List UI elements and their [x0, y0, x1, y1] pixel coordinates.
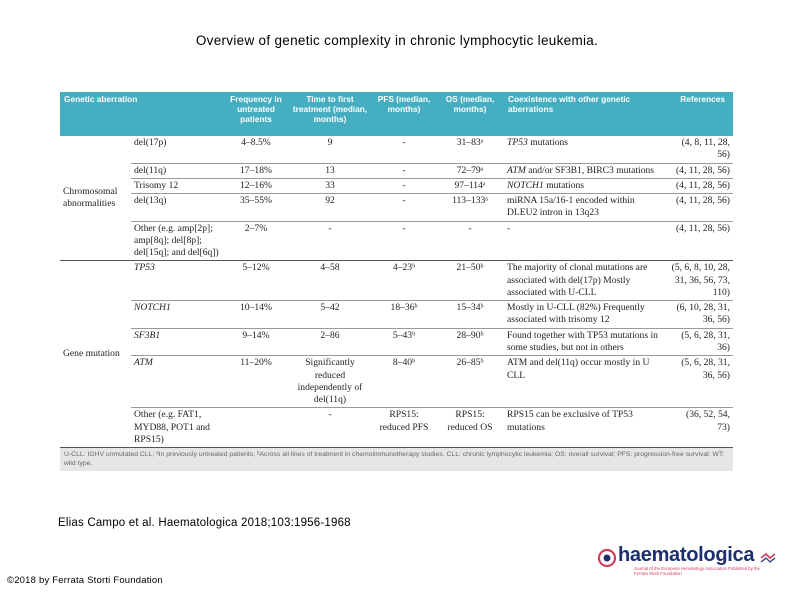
gene-name: ATM [507, 164, 526, 176]
pfs-cell: RPS15: reduced PFS [372, 408, 436, 448]
coexistence-text: mutations [527, 137, 569, 148]
table-row [60, 356, 733, 408]
logo-subtitle: Journal of the European Hematology Association Published by the Ferrata Storti Foundation [634, 566, 760, 577]
pfs-cell: 4–23ᵇ [372, 261, 436, 301]
os-cell: 113–133ᵃ [436, 194, 504, 222]
ttft-cell: - [288, 221, 372, 261]
header-references: References [668, 92, 733, 136]
frequency-cell: 10–14% [224, 301, 288, 329]
pfs-cell: - [372, 163, 436, 178]
ttft-cell: 9 [288, 136, 372, 163]
pfs-cell: - [372, 221, 436, 261]
ttft-cell: Significantly reduced independently of del(11q) [288, 356, 372, 408]
ttft-cell: 5–42 [288, 301, 372, 329]
genetic-complexity-table [60, 92, 733, 448]
references-cell: (5, 6, 28, 31, 36) [668, 328, 733, 356]
aberration-cell: TP53 [131, 261, 224, 301]
os-cell: 26–85ᵇ [436, 356, 504, 408]
frequency-cell: 11–20% [224, 356, 288, 408]
coexistence-text: - [507, 222, 511, 234]
os-cell: 72–79ᵃ [436, 163, 504, 178]
pfs-cell: 18–36ᵇ [372, 301, 436, 329]
header-genetic-aberration: Genetic aberration [60, 92, 224, 136]
coexistence-cell: Found together with TP53 mutations in some studies, but not in others [504, 328, 668, 356]
coexistence-text: and/or SF3B1, BIRC3 mutations [525, 164, 655, 176]
frequency-cell: 2–7% [224, 221, 288, 261]
coexistence-text: miRNA 15a/16-1 encoded within DLEU2 intron in 13q23 [507, 195, 635, 219]
references-cell: (4, 11, 28, 56) [668, 221, 733, 261]
references-cell: (5, 6, 28, 31, 36, 56) [668, 356, 733, 408]
coexistence-cell: ATM and del(11q) occur mostly in U CLL [504, 356, 668, 408]
ttft-cell: - [288, 408, 372, 448]
pfs-cell: - [372, 194, 436, 222]
pfs-cell: - [372, 136, 436, 163]
references-cell: (4, 11, 28, 56) [668, 194, 733, 222]
coexistence-cell: The majority of clonal mutations are associated with del(17p) Mostly associated with U-CLL [504, 261, 668, 301]
citation: Elias Campo et al. Haematologica 2018;103:1956-1968 [58, 517, 351, 529]
header-frequency: Frequency in untreated patients [224, 92, 288, 136]
coexistence-cell [504, 221, 668, 261]
haematologica-logo [596, 544, 776, 578]
references-cell: (5, 6, 8, 10, 28, 31, 36, 56, 73, 110) [668, 261, 733, 301]
pfs-cell: 8–40ᵇ [372, 356, 436, 408]
coexistence-cell: RPS15 can be exclusive of TP53 mutations [504, 408, 668, 448]
frequency-cell: 4–8.5% [224, 136, 288, 163]
table-header-row [60, 92, 733, 136]
aberration-cell: Other (e.g. FAT1, MYD88, POT1 and RPS15) [131, 408, 224, 448]
ttft-cell: 33 [288, 178, 372, 193]
header-os: OS (median, months) [436, 92, 504, 136]
coexistence-cell [504, 163, 668, 178]
aberration-cell: ATM [131, 356, 224, 408]
os-cell: 28–90ᵇ [436, 328, 504, 356]
aberration-cell: SF3B1 [131, 328, 224, 356]
references-cell: (4, 11, 28, 56) [668, 163, 733, 178]
coexistence-text: mutations [543, 179, 585, 191]
table-row [60, 136, 733, 163]
slide-title: Overview of genetic complexity in chronic lymphocytic leukemia. [195, 33, 599, 48]
table-row [60, 163, 733, 178]
aberration-cell: del(13q) [131, 194, 224, 222]
ttft-cell: 92 [288, 194, 372, 222]
table-footnote: U-CLL: IGHV unmutated CLL; ᵃIn previously untreated patients; ᵇAcross all lines of treatment in chemoimmunotherapy studies. CLL: chronic lymphocytic leukemia; OS: overall survival; PFS: progression-free survival; WT: wild type. [60, 448, 733, 471]
aberration-cell: del(17p) [131, 136, 224, 163]
header-coexistence: Coexistence with other genetic aberrations [504, 92, 668, 136]
frequency-cell: 35–55% [224, 194, 288, 222]
os-cell: - [436, 221, 504, 261]
gene-name: NOTCH1 [507, 179, 544, 191]
genetic-table-figure [60, 92, 733, 471]
frequency-cell: 17–18% [224, 163, 288, 178]
table-row [60, 194, 733, 222]
ttft-cell: 4–58 [288, 261, 372, 301]
category-chromosomal: Chromosomal abnormalities [60, 136, 131, 261]
coexistence-cell [504, 136, 668, 163]
pfs-cell: 5–43ᵇ [372, 328, 436, 356]
os-cell: 97–114ᵃ [436, 178, 504, 193]
os-cell: 31–83ᵃ [436, 136, 504, 163]
coexistence-cell [504, 178, 668, 193]
references-cell: (4, 8, 11, 28, 56) [668, 136, 733, 163]
frequency-cell: 9–14% [224, 328, 288, 356]
coexistence-cell: Mostly in U-CLL (82%) Frequently associated with trisomy 12 [504, 301, 668, 329]
table-row [60, 301, 733, 329]
header-pfs: PFS (median, months) [372, 92, 436, 136]
copyright: ©2018 by Ferrata Storti Foundation [7, 575, 163, 586]
references-cell: (36, 52, 54, 73) [668, 408, 733, 448]
header-ttft: Time to first treatment (median, months) [288, 92, 372, 136]
os-cell: 21–50ᵇ [436, 261, 504, 301]
table-row [60, 221, 733, 261]
journal-emblem-icon [596, 546, 618, 570]
frequency-cell: 12–16% [224, 178, 288, 193]
aberration-cell: del(11q) [131, 163, 224, 178]
table-row [60, 408, 733, 448]
logo-wordmark: haematologica [618, 544, 755, 566]
references-cell: (6, 10, 28, 31, 36, 56) [668, 301, 733, 329]
ttft-cell: 2–86 [288, 328, 372, 356]
references-cell: (4, 11, 28, 56) [668, 178, 733, 193]
frequency-cell [224, 408, 288, 448]
table-row [60, 178, 733, 193]
frequency-cell: 5–12% [224, 261, 288, 301]
aberration-cell: Trisomy 12 [131, 178, 224, 193]
os-cell: 15–34ᵇ [436, 301, 504, 329]
os-cell: RPS15: reduced OS [436, 408, 504, 448]
ttft-cell: 13 [288, 163, 372, 178]
gene-name: TP53 [507, 137, 528, 148]
aberration-cell: NOTCH1 [131, 301, 224, 329]
category-gene-mutation: Gene mutation [60, 261, 131, 448]
coexistence-cell [504, 194, 668, 222]
table-row [60, 328, 733, 356]
table-row [60, 261, 733, 301]
decorative-mark-icon [760, 552, 776, 564]
aberration-cell: Other (e.g. amp[2p]; amp[8q]; del[8p]; del[15q]; and del[6q]) [131, 221, 224, 261]
pfs-cell: - [372, 178, 436, 193]
